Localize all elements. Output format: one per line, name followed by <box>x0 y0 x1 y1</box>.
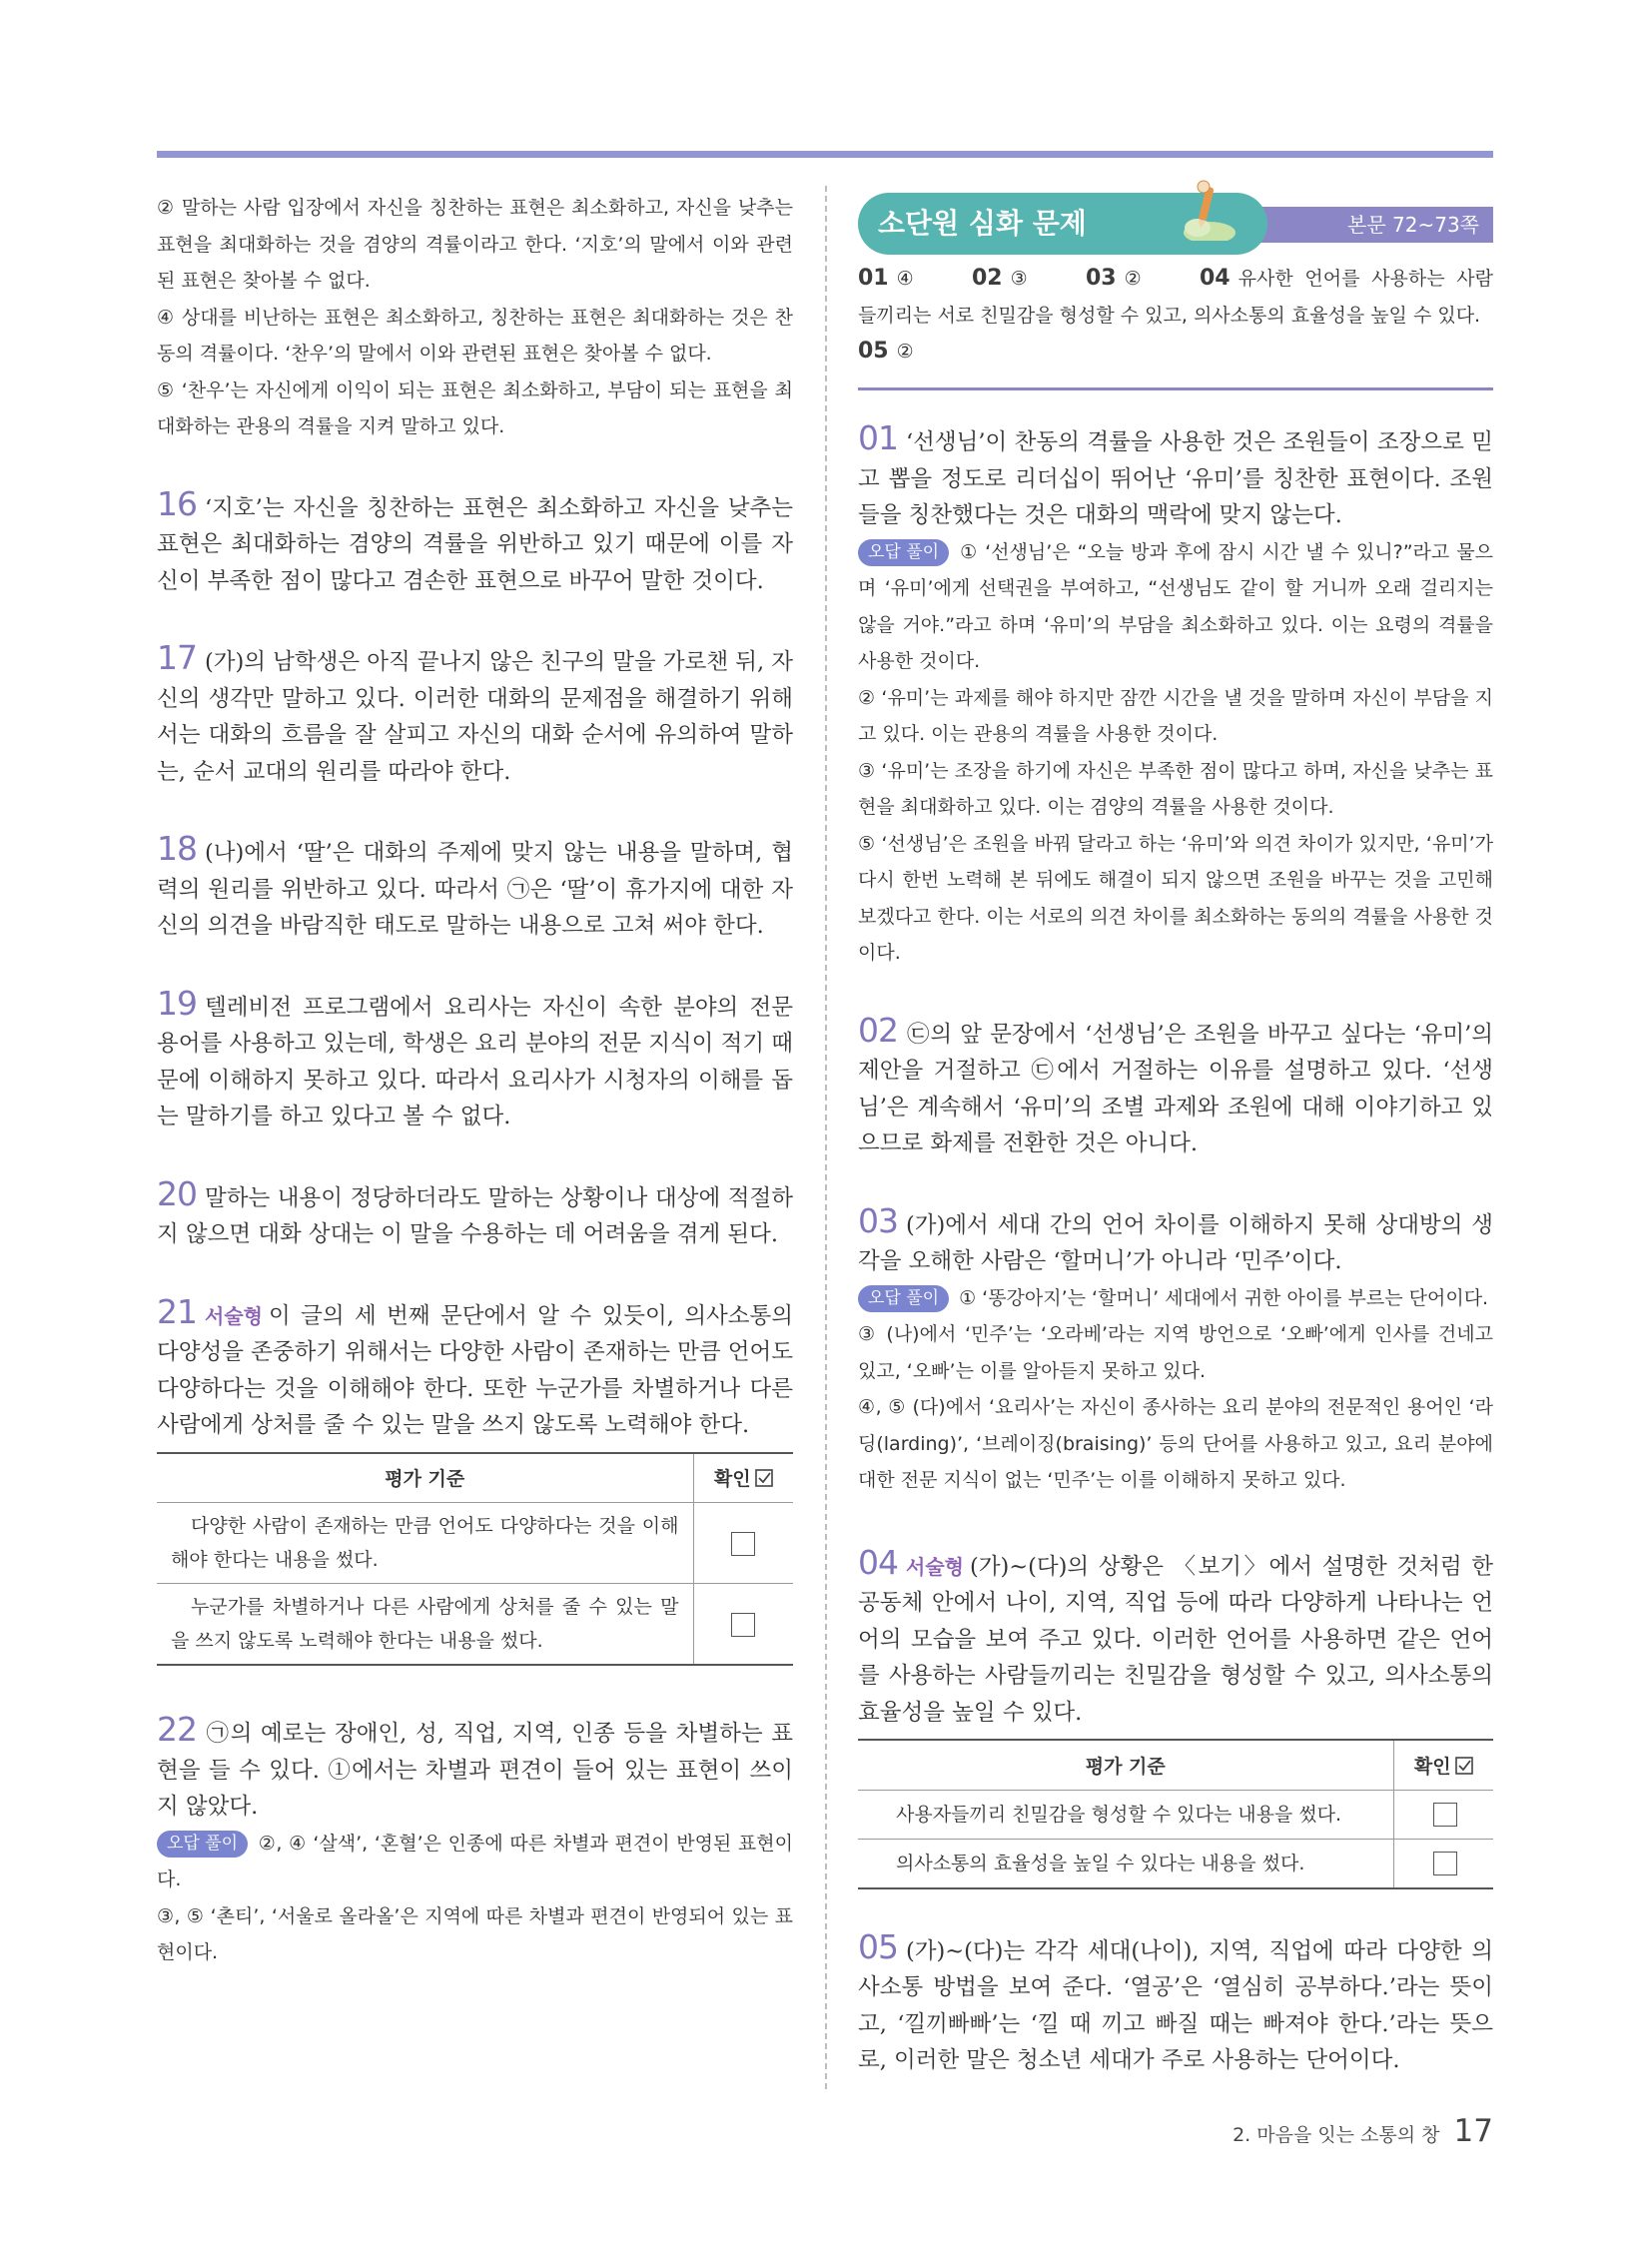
wrong-answer-line: ③, ⑤ ‘촌티’, ‘서울로 올라올’은 지역에 따른 차별과 편견이 반영되어 있는 표현이다. <box>157 1904 793 1963</box>
question-number: 22 <box>157 1710 197 1749</box>
explanation-body <box>858 1542 1493 1732</box>
criteria-row <box>157 1503 793 1584</box>
explanation-text: ‘선생님’이 찬동의 격률을 사용한 것은 조원들이 조장으로 믿고 뽑을 정도로 리더십이 뛰어난 ‘유미’를 칭찬한 표현이다. 조원들을 칭찬했다는 것은 대화의 맥락에 맞지 않는다. <box>858 429 1493 528</box>
criteria-header-row <box>157 1453 793 1503</box>
check-cell <box>693 1584 793 1666</box>
question-number: 16 <box>157 483 197 523</box>
right-column <box>858 193 1493 2079</box>
question-number: 05 <box>858 1926 898 1966</box>
answer-item <box>1086 261 1200 298</box>
question-body <box>157 1710 793 1826</box>
check-header <box>693 1453 793 1503</box>
question-number: 01 <box>858 418 898 457</box>
wrong-answer-line: ③ (나)에서 ‘민주’는 ‘오라베’라는 지역 방언으로 ‘오빠’에게 인사를 건네고 있고, ‘오빠’는 이를 알아듣지 못하고 있다. <box>858 1323 1493 1382</box>
explanation-02 <box>858 1010 1493 1162</box>
check-cell <box>1393 1839 1493 1888</box>
empty-checkbox-icon <box>731 1613 755 1637</box>
check-cell <box>1393 1790 1493 1839</box>
answer-item <box>972 261 1086 298</box>
answer-value: ② <box>896 341 914 363</box>
check-header-label: 확인 <box>713 1468 751 1491</box>
intro-item: ④ 상대를 비난하는 표현은 최소화하고, 칭찬하는 표현은 최대화하는 것은 찬동의 격률이다. ‘찬우’의 말에서 이와 관련된 표현은 찾아볼 수 없다. <box>157 306 793 365</box>
question-16 <box>157 483 793 600</box>
page-footer <box>1233 2113 1493 2159</box>
criteria-table <box>858 1739 1493 1889</box>
answer-number: 01 <box>858 266 889 291</box>
answer-number: 02 <box>972 266 1003 291</box>
answer-item <box>858 261 972 298</box>
criteria-text: 다양한 사람이 존재하는 만큼 언어도 다양하다는 것을 이해해야 한다는 내용을 썼다. <box>157 1503 693 1584</box>
criteria-header: 평가 기준 <box>157 1453 693 1503</box>
answer-value: ③ <box>1010 268 1028 290</box>
explanation-04 <box>858 1542 1493 1889</box>
question-19 <box>157 983 793 1135</box>
wrong-answer-text: ②, ④ ‘살색’, ‘혼혈’은 인종에 따른 차별과 편견이 반영된 표현이다. <box>157 1832 793 1890</box>
wrong-answer-text: ① ‘똥강아지’는 ‘할머니’ 세대에서 귀한 아이를 부르는 단어이다. <box>959 1286 1489 1309</box>
wrong-answer-line: ④, ⑤ (다)에서 ‘요리사’는 자신이 종사하는 요리 분야의 전문적인 용어인 ‘라딩(larding)’, ‘브레이징(braising)’ 등의 단어를 사용하고 있고, 요리 분야에 대한 전문 지식이 없는 ‘민주’는 이를 이해하지 못하고 있다. <box>858 1396 1493 1491</box>
explanation-text: (가)~(다)의 상황은 〈보기〉에서 설명한 것처럼 한 공동체 안에서 나이, 지역, 직업 등에 따라 다양하게 나타나는 언어의 모습을 보여 주고 있다. 이러한 언어를 사용하면 같은 언어를 사용하는 사람들끼리는 친밀감을 형성할 수 있고, 의사소통의 효율성을 높일 수 있다. <box>858 1553 1493 1726</box>
explanation-03 <box>858 1200 1493 1499</box>
wrong-answer-line: ⑤ ‘선생님’은 조원을 바꿔 달라고 하는 ‘유미’와 의견 차이가 있지만, ‘유미’가 다시 한번 노력해 본 뒤에도 해결이 되지 않으면 조원을 바꾸는 것을 고민해 보겠다고 한다. 이는 서로의 의견 차이를 최소화하는 동의의 격률을 사용한 것이다. <box>858 832 1493 964</box>
answer-number: 05 <box>858 339 889 364</box>
question-22 <box>157 1710 793 1971</box>
check-cell <box>693 1503 793 1584</box>
essay-tag: 서술형 <box>205 1303 263 1328</box>
column-divider <box>825 186 827 2089</box>
wrong-answer-badge: 오답 풀이 <box>858 539 949 566</box>
question-20 <box>157 1173 793 1253</box>
section-banner <box>858 193 1493 255</box>
answer-value: ② <box>1124 268 1142 290</box>
empty-checkbox-icon <box>1433 1803 1457 1827</box>
question-text: ㉠의 예로는 장애인, 성, 직업, 지역, 인종 등을 차별하는 표현을 들 수 있다. ①에서는 차별과 편견이 들어 있는 표현이 쓰이지 않았다. <box>157 1721 793 1820</box>
explanation-text: ㉢의 앞 문장에서 ‘선생님’은 조원을 바꾸고 싶다는 ‘유미’의 제안을 거절하고 ㉢에서 거절하는 이유를 설명하고 있다. ‘선생님’은 계속해서 ‘유미’의 조별 과제와 조원에 대해 이야기하고 있으므로 화제를 전환한 것은 아니다. <box>858 1021 1493 1156</box>
answer-divider <box>858 387 1493 391</box>
banner-page-ref: 본문 72~73쪽 <box>1347 213 1479 237</box>
checked-box-icon <box>1455 1757 1473 1775</box>
question-number: 18 <box>157 829 197 868</box>
empty-checkbox-icon <box>731 1532 755 1556</box>
answer-summary <box>858 261 1493 371</box>
criteria-header: 평가 기준 <box>858 1740 1393 1790</box>
criteria-text: 누군가를 차별하거나 다른 사람에게 상처를 줄 수 있는 말을 쓰지 않도록 노력해야 한다는 내용을 썼다. <box>157 1584 693 1666</box>
question-text: ‘지호’는 자신을 칭찬하는 표현은 최소화하고 자신을 낮추는 표현은 최대화하는 겸양의 격률을 위반하고 있기 때문에 이를 자신이 부족한 점이 많다고 겸손한 표현으로 바꾸어 말한 것이다. <box>157 494 793 594</box>
criteria-table <box>157 1452 793 1667</box>
criteria-text: 사용자들끼리 친밀감을 형성할 수 있다는 내용을 썼다. <box>858 1790 1393 1839</box>
explanation-05 <box>858 1926 1493 2079</box>
page-number: 17 <box>1453 2113 1493 2149</box>
footer-section-title: 2. 마음을 잇는 소통의 창 <box>1233 2124 1440 2146</box>
empty-checkbox-icon <box>1433 1852 1457 1875</box>
question-18 <box>157 829 793 945</box>
intro-item: ② 말하는 사람 입장에서 자신을 칭찬하는 표현은 최소화하고, 자신을 낮추는 표현을 최대화하는 것을 겸양의 격률이라고 한다. ‘지호’의 말에서 이와 관련된 표현은 찾아볼 수 없다. <box>157 197 793 292</box>
explanation-body <box>858 418 1493 534</box>
essay-tag: 서술형 <box>906 1554 964 1579</box>
checked-box-icon <box>755 1469 773 1487</box>
question-text: 말하는 내용이 정당하더라도 말하는 상황이나 대상에 적절하지 않으면 대화 상대는 이 말을 수용하는 데 어려움을 겪게 된다. <box>157 1184 793 1247</box>
question-17 <box>157 638 793 790</box>
answer-number: 03 <box>1086 266 1117 291</box>
left-column <box>157 190 793 1971</box>
question-text: (나)에서 ‘딸’은 대화의 주제에 맞지 않는 내용을 말하며, 협력의 원리를 위반하고 있다. 따라서 ㉠은 ‘딸’이 휴가지에 대한 자신의 의견을 바람직한 태도로 말하는 내용으로 고쳐 써야 한다. <box>157 840 793 939</box>
answer-number: 04 <box>1200 266 1231 291</box>
question-number: 20 <box>157 1173 197 1213</box>
explanation-01 <box>858 418 1493 972</box>
wrong-answer-line <box>858 1280 1493 1317</box>
wrong-answer-badge: 오답 풀이 <box>157 1831 248 1858</box>
wrong-answer-line <box>858 534 1493 680</box>
question-number: 03 <box>858 1200 898 1240</box>
check-header-label: 확인 <box>1413 1755 1451 1778</box>
wrong-answer-text: ① ‘선생님’은 “오늘 방과 후에 잠시 시간 낼 수 있니?”라고 물으며 ‘유미’에게 선택권을 부여하고, “선생님도 같이 할 거니까 오래 걸리지는 않을 거야.”라고 하며 ‘유미’의 부담을 최소화하고 있다. 이는 요령의 격률을 사용한 것이다. <box>858 540 1493 672</box>
check-header <box>1393 1740 1493 1790</box>
answer-value: ④ <box>896 268 914 290</box>
criteria-header-row <box>858 1740 1493 1790</box>
question-text: 이 글의 세 번째 문단에서 알 수 있듯이, 의사소통의 다양성을 존중하기 위해서는 다양한 사람이 존재하는 만큼 언어도 다양하다는 것을 이해해야 한다. 또한 누군가를 차별하거나 다른 사람에게 상처를 줄 수 있는 말을 쓰지 않도록 노력해야 한다. <box>157 1302 793 1438</box>
question-number: 02 <box>858 1010 898 1050</box>
question-text: 텔레비전 프로그램에서 요리사는 자신이 속한 분야의 전문 용어를 사용하고 있는데, 학생은 요리 분야의 전문 지식이 적기 때문에 이해하지 못하고 있다. 따라서 요리사가 시청자의 이해를 돕는 말하기를 하고 있다고 볼 수 없다. <box>157 994 793 1129</box>
explanation-body <box>858 1200 1493 1280</box>
criteria-text: 의사소통의 효율성을 높일 수 있다는 내용을 썼다. <box>858 1839 1393 1888</box>
explanation-text: (가)에서 세대 간의 언어 차이를 이해하지 못해 상대방의 생각을 오해한 사람은 ‘할머니’가 아니라 ‘민주’이다. <box>858 1211 1493 1274</box>
criteria-row <box>157 1584 793 1666</box>
question-number: 04 <box>858 1542 898 1582</box>
question-number: 19 <box>157 983 197 1023</box>
wrong-answer-line: ③ ‘유미’는 조장을 하기에 자신은 부족한 점이 많다고 하며, 자신을 낮추는 표현을 최대화하고 있다. 이는 겸양의 격률을 사용한 것이다. <box>858 759 1493 818</box>
question-21 <box>157 1291 793 1667</box>
intro-item: ⑤ ‘찬우’는 자신에게 이익이 되는 표현은 최소화하고, 부담이 되는 표현을 최대화하는 관용의 격률을 지켜 말하고 있다. <box>157 378 793 437</box>
criteria-row <box>858 1790 1493 1839</box>
banner-title: 소단원 심화 문제 <box>878 207 1087 240</box>
question-text: (가)의 남학생은 아직 끝나지 않은 친구의 말을 가로챈 뒤, 자신의 생각만 말하고 있다. 이러한 대화의 문제점을 해결하기 위해서는 대화의 흐름을 잘 살피고 자신의 대화 순서에 유의하여 말하는, 순서 교대의 원리를 따라야 한다. <box>157 649 793 785</box>
wrong-answer-line <box>157 1826 793 1898</box>
question-body <box>157 1291 793 1444</box>
explanation-text: (가)~(다)는 각각 세대(나이), 지역, 직업에 따라 다양한 의사소통 방법을 보여 준다. ‘열공’은 ‘열심히 공부하다.’라는 뜻이고, ‘낄끼빠빠’는 ‘낄 때 끼고 빠질 때는 빠져야 한다.’라는 뜻으로, 이러한 말은 청소년 세대가 주로 사용하는 단어이다. <box>858 1937 1493 2073</box>
wrong-answer-badge: 오답 풀이 <box>858 1285 949 1312</box>
question-number: 17 <box>157 638 197 677</box>
answer-value: 유사한 언어를 사용하는 사람들끼리는 서로 친밀감을 형성할 수 있고, 의사소통의 효율성을 높일 수 있다. <box>858 268 1493 327</box>
criteria-row <box>858 1839 1493 1888</box>
question-number: 21 <box>157 1291 197 1331</box>
top-rule <box>157 151 1493 158</box>
intro-explanation <box>157 190 793 445</box>
wrong-answer-line: ② ‘유미’는 과제를 해야 하지만 잠깐 시간을 낼 것을 말하며 자신이 부담을 지고 있다. 이는 관용의 격률을 사용한 것이다. <box>858 686 1493 745</box>
answer-item <box>858 334 1493 371</box>
pencil-mascot-icon <box>1176 177 1238 241</box>
